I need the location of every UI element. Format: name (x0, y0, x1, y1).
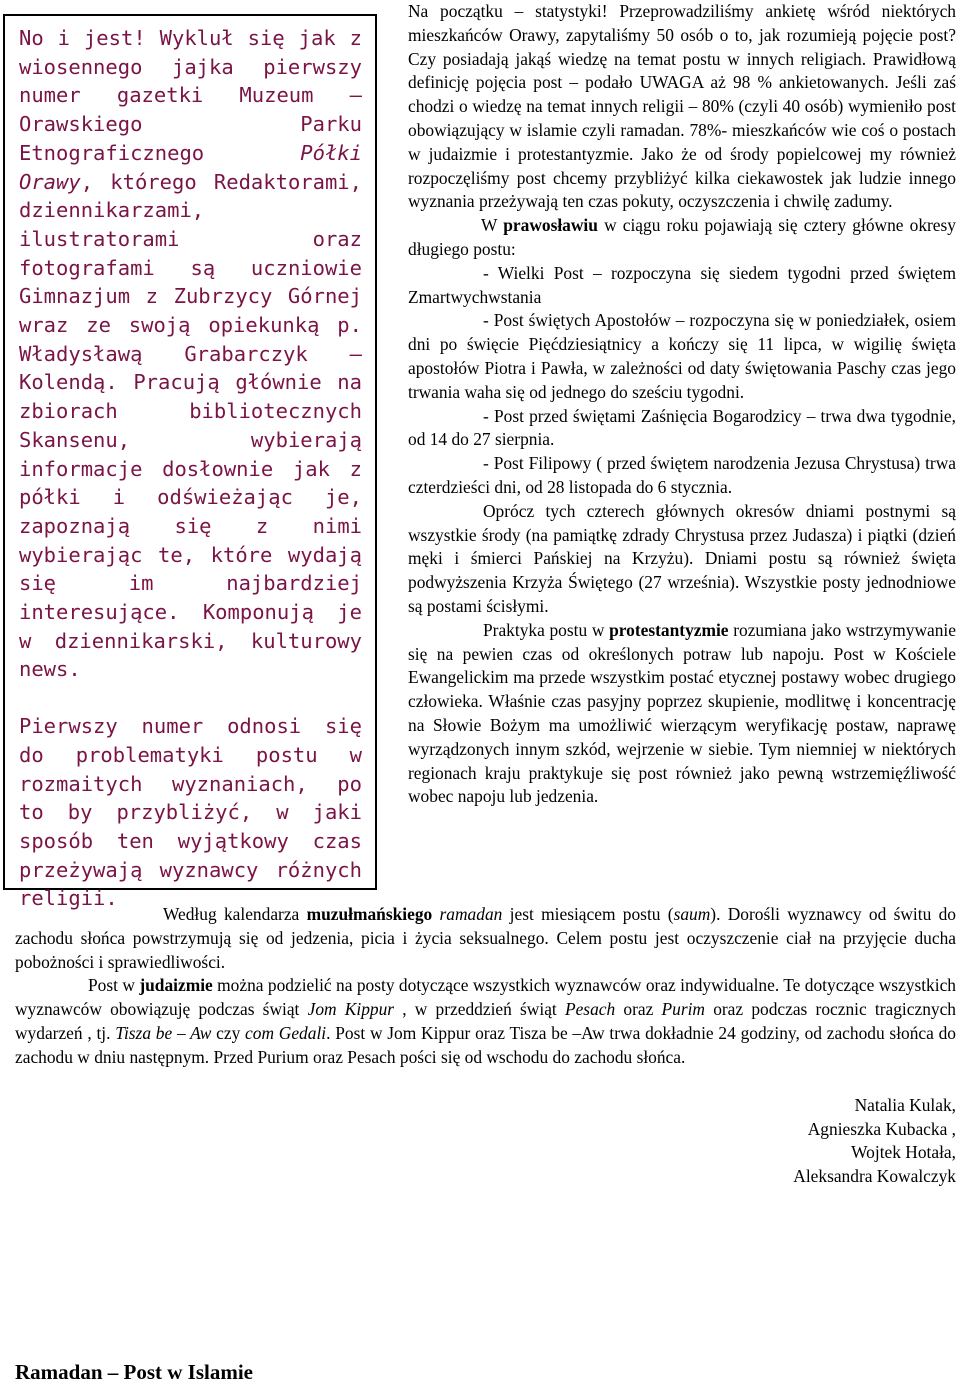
text-part: . Post w Jom Kippur oraz Tisza be –Aw trwa dokładnie 24 godziny, od zachodu słońca do zachodu w dniu następnym. Przed Purium oraz Pesach pości się od wschodu do zachodu słońca. (15, 1022, 957, 1067)
islam-paragraph (15, 903, 956, 974)
full-width-text (15, 903, 956, 1070)
text-part: ). Dorośli wyznawcy od świtu do zachodu słońca powstrzymują się od jedzenia, picia i życia seksualnego. Celem postu jest oczyszczenie ciał na przyjęcie ducha pobożności i sprawiedliwości. (15, 904, 956, 972)
author-name: Agnieszka Kubacka , (807, 1118, 956, 1139)
text-part: oraz (615, 999, 662, 1020)
text-part: czy (211, 1022, 246, 1043)
author-name: Aleksandra Kowalczyk (793, 1165, 956, 1186)
intro-paragraph-2: Pierwszy numer odnosi się do problematyki postu w rozmaitych wyznaniach, po to by przybliżyć, w jaki sposób ten wyjątkowy czas przeżywają wyznawcy różnych religii. (19, 714, 362, 911)
intro-text-part: , którego Redaktorami, dziennikarzami, ilustratorami oraz fotografami są uczniowie Gimnazjum z Zubrzycy Górnej wraz ze swoją opiekunką p. Władysławą Grabarczyk – Kolendą. Pracują głównie na zbiorach bibliotecznych Skansenu, wybierają informacje dosłownie jak z półki i odświeżając je, zapoznają się z nimi wybierając te, które wydają się im najbardziej interesujące. Komponują je w dziennikarski, kulturowy news. (19, 169, 362, 682)
text-part: Post w (88, 975, 140, 996)
text-part: oraz podczas rocznic tragicznych wydarzeń , tj. (15, 999, 957, 1043)
holiday-term: Jom Kippur (307, 999, 395, 1020)
text-part: rozumiana jako wstrzymywanie się na pewien czas od określonych potraw lub napoju. Post w Kościele Ewangelickim ma przede wszystkim postać etycznej postawy wobec drugiego człowieka. Właśnie czas pasyjny poprzez skupienie, modlitwę i koncentrację na Słowie Bożym ma umożliwić wierzącym weryfikację postaw, naprawę wyrządzonych innym szkód, wejrzenie w siebie. Tym niemniej w niektórych regionach kraju praktykuje się post również jako pewną wstrzemięźliwość wobec napoju lub jedzenia. (408, 619, 956, 807)
survey-paragraph: Na początku – statystyki! Przeprowadziliśmy ankietę wśród niektórych mieszkańców Orawy, zapytaliśmy 50 osób o to, jak rozumieją pojęcie post? Czy posiadają jakąś wiedzę na temat postu w innych religiach. Prawidłową definicję pojęcia post – podało UWAGA aż 98 % ankietowanych. Jeśli zaś chodzi o wiedzę na temat innych religii – 80% (czyli 40 osób) wymieniło post obowiązujący w islamie czyli ramadan. 78%- mieszkańców wie coś o postach w judaizmie i protestantyzmie. Jako że od środy popielcowej my również rozpoczęliśmy post chcemy przybliżyć kilka ciekawostek jak ludzie innego wyznania przeżywają ten czas pokuty, oczyszczenia i chwilę zadumy. (408, 1, 956, 212)
holiday-term: Tisza be – Aw (115, 1022, 212, 1043)
saum-term: saum (673, 904, 711, 924)
protestantism-term: protestantyzmie (609, 619, 729, 640)
fast-item: - Wielki Post – rozpoczyna się siedem tygodni przed świętem Zmartwychwstania (408, 262, 956, 307)
fast-item: - Post przed świętami Zaśnięcia Bogarodzicy – trwa dwa tygodnie, od 14 do 27 sierpnia. (408, 405, 956, 450)
holiday-term: Purim (661, 999, 705, 1020)
text-part: Praktyka postu w (483, 619, 610, 640)
judaism-term: judaizmie (139, 975, 213, 996)
text-part: jest miesiącem postu ( (502, 904, 674, 924)
author-name: Wojtek Hotała, (851, 1142, 956, 1163)
section-heading: Ramadan – Post w Islamie (15, 1360, 254, 1384)
gazette-title: Półki Orawy (19, 140, 362, 194)
right-column (408, 0, 956, 809)
author-name: Natalia Kulak, (854, 1095, 956, 1115)
text-part: Według kalendarza (163, 904, 307, 924)
islam-term: muzułmańskiego (306, 904, 433, 924)
judaism-paragraph (15, 974, 956, 1069)
intro-paragraph (19, 24, 362, 684)
orthodox-paragraph (408, 214, 956, 262)
holiday-term: Pesach (564, 999, 616, 1020)
intro-text (19, 24, 362, 913)
protestant-paragraph (408, 619, 956, 809)
fast-item: - Post świętych Apostołów – rozpoczyna się w poniedziałek, osiem dni po święcie Pięćdziesiątnicy a kończy się 11 lipca, w wigilię święta apostołów Piotra i Pawła, w zależności od daty świętowania Paschy czas jego trwania waha się od jednego do sześciu tygodni. (408, 310, 956, 402)
text-part: w ciągu roku pojawiają się cztery główne okresy długiego postu: (408, 215, 956, 259)
text-part (432, 904, 439, 924)
orthodoxy-term: prawosławiu (503, 215, 598, 236)
text-part: W (481, 215, 504, 236)
fast-item: - Post Filipowy ( przed świętem narodzenia Jezusa Chrystusa) trwa czterdzieści dni, od 28 listopada do 6 stycznia. (408, 453, 956, 497)
holiday-term: com Gedali (245, 1022, 327, 1043)
other-fasts-paragraph: Oprócz tych czterech głównych okresów dniami postnymi są wszystkie środy (na pamiątkę zdrady Chrystusa przez Judasza) i piątki (dzień męki i śmierci Pańskiej na Krzyżu). Dniami postu są również święta podwyższenia Krzyża Świętego (27 września). Wszystkie posty jednodniowe są postami ścisłymi. (408, 500, 956, 616)
authors-signature (793, 1094, 956, 1188)
ramadan-term: ramadan (439, 904, 503, 924)
intro-text-part: No i jest! Wykluł się jak z wiosennego jajka pierwszy numer gazetki Muzeum – Orawskiego Parku Etnograficznego (19, 26, 362, 165)
text-part: , w przeddzień świąt (394, 999, 565, 1020)
text-part: można podzielić na posty dotyczące wszystkich wyznawców oraz indywidualne. Te dotyczące wszystkich wyznawców obowiązuję podczas świąt (15, 975, 956, 1020)
